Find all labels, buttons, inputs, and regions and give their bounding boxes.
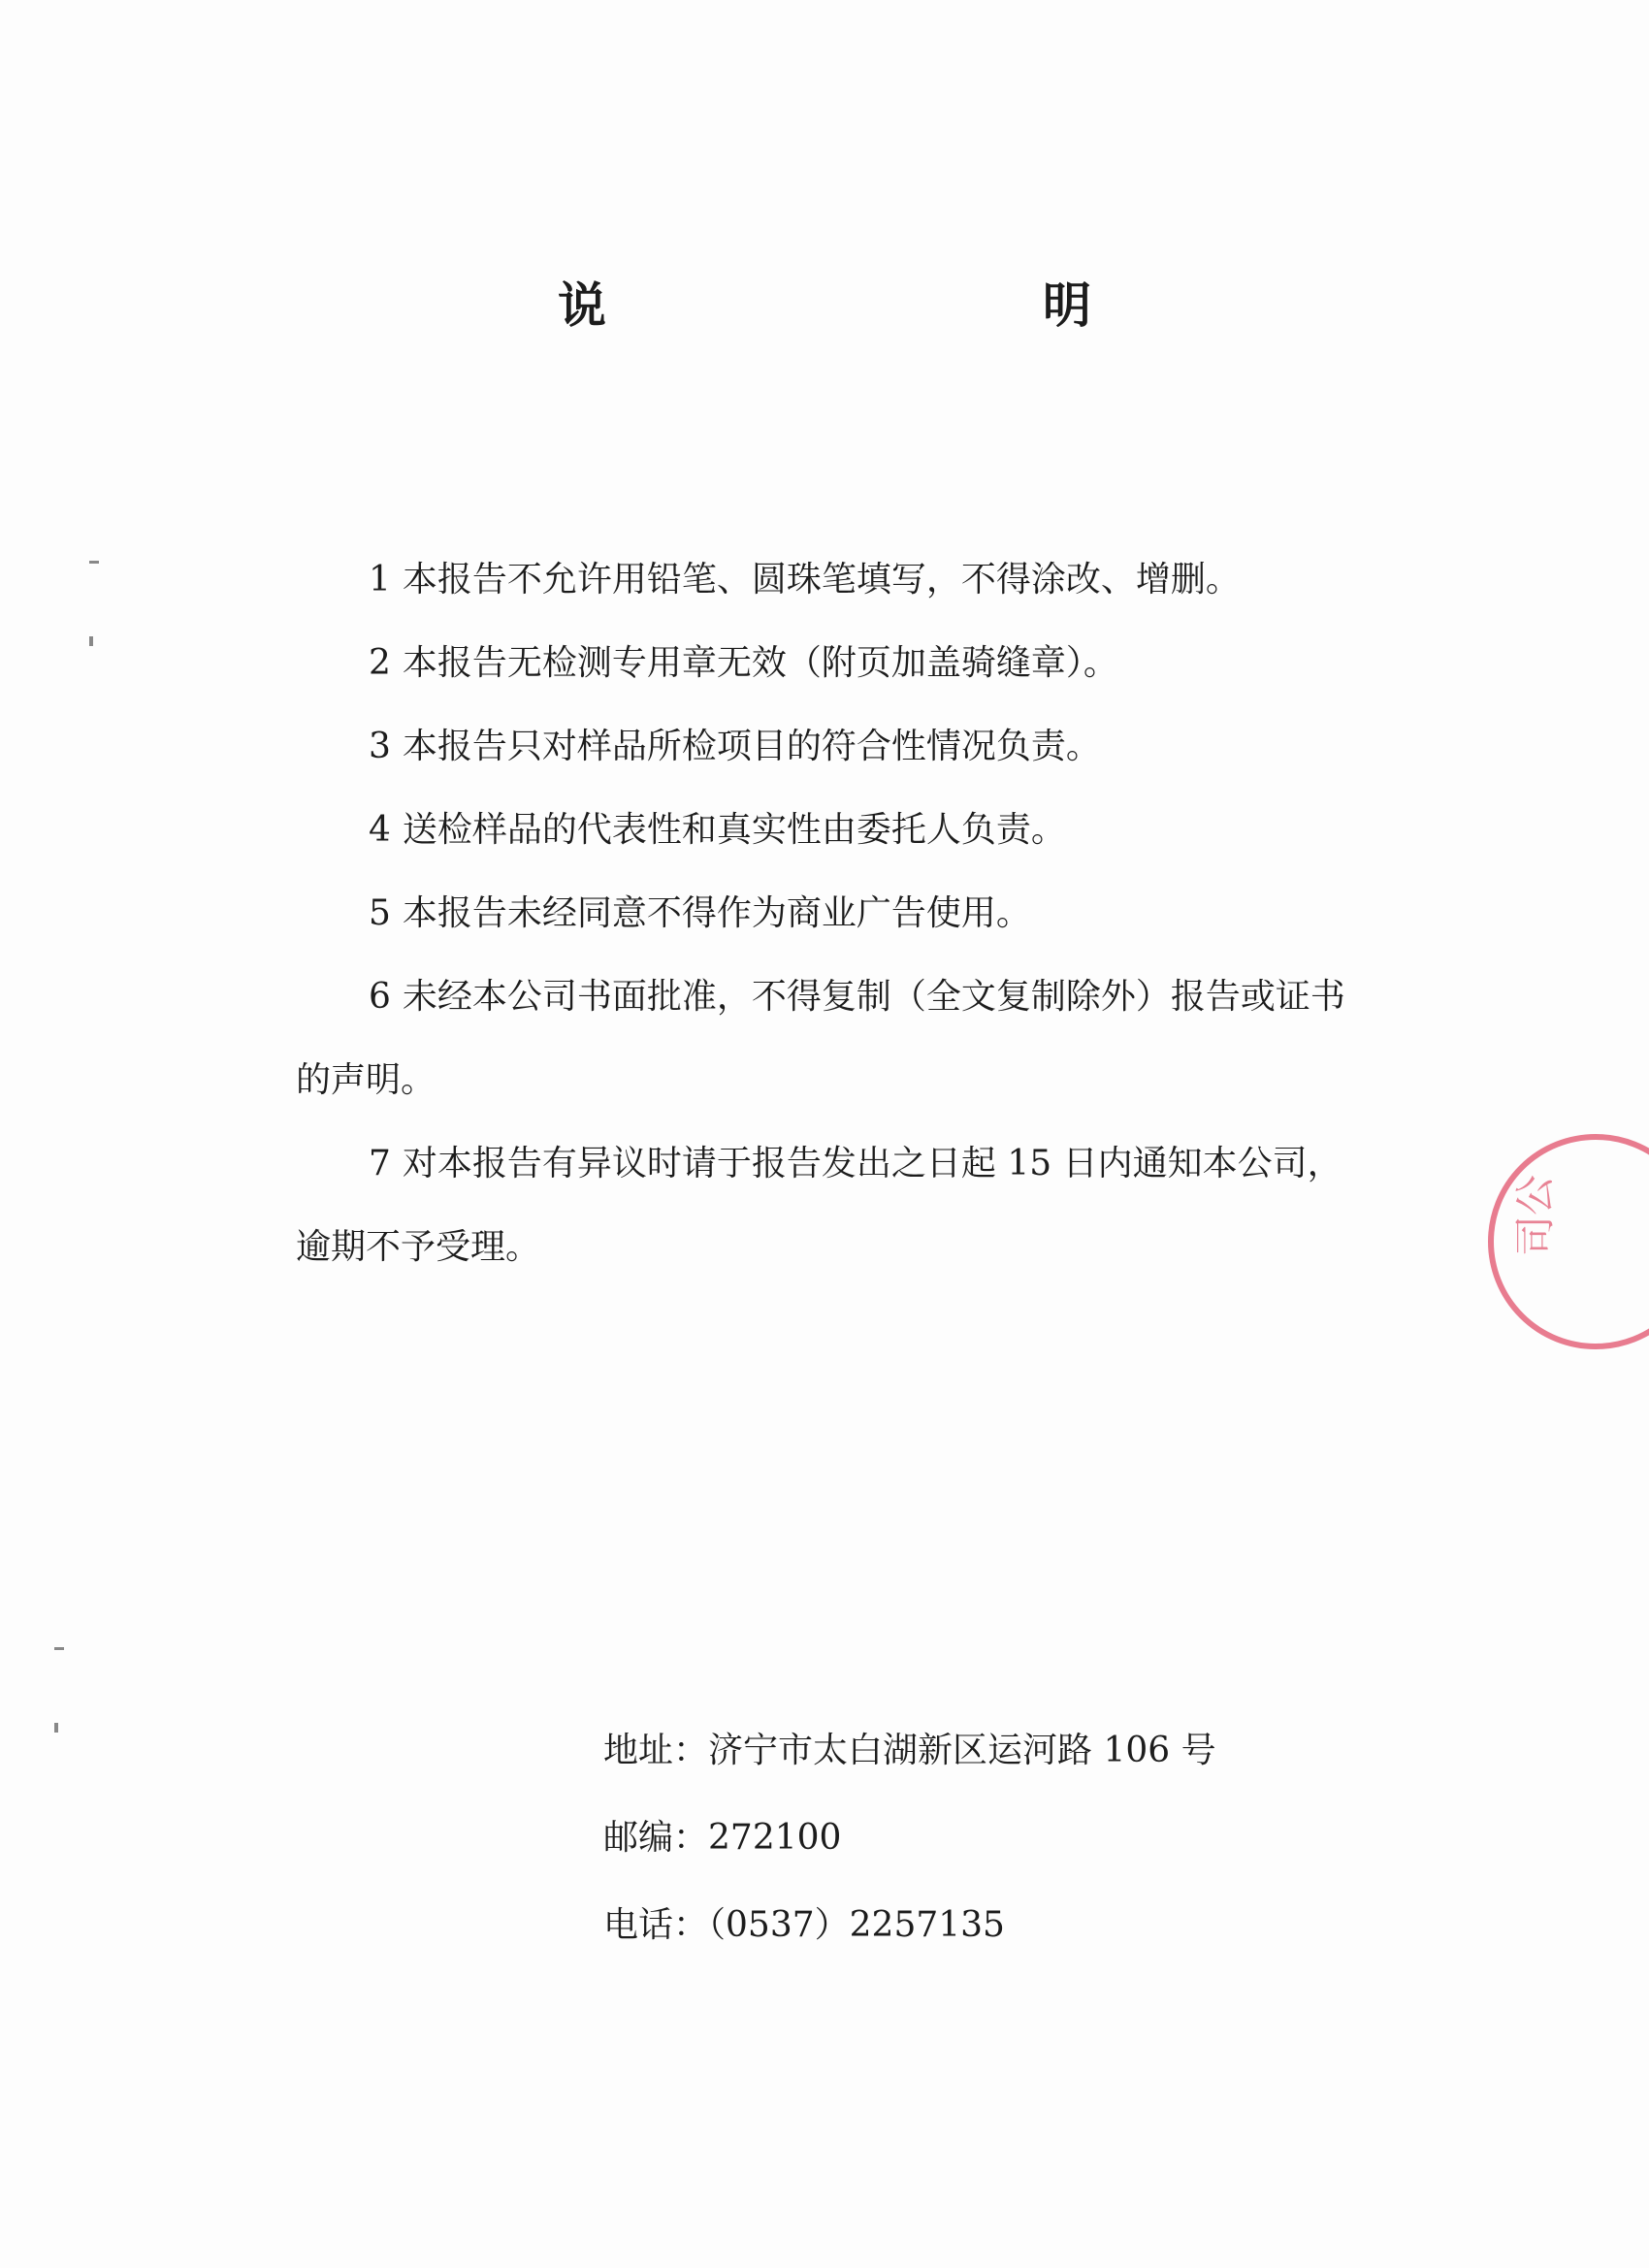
- note-number: 4: [369, 810, 391, 850]
- note-number: 3: [369, 727, 391, 766]
- note-text: 送检样品的代表性和真实性由委托人负责。: [402, 810, 1066, 850]
- address-line: [603, 1717, 1216, 1804]
- note-item-1: [296, 538, 1373, 622]
- scan-mark: [89, 636, 93, 646]
- note-number: 1: [369, 560, 391, 599]
- note-number: 5: [369, 893, 391, 933]
- address-value: 济宁市太白湖新区运河路 106 号: [708, 1731, 1216, 1770]
- note-item-6: [296, 956, 1373, 1122]
- scan-mark: [89, 561, 99, 564]
- note-text: 本报告不允许用铅笔、圆珠笔填写，不得涂改、增删。: [402, 560, 1241, 599]
- contact-block: [603, 1717, 1216, 1979]
- note-number: 6: [369, 977, 391, 1017]
- note-number: 7: [369, 1144, 391, 1183]
- note-item-3: [296, 705, 1373, 789]
- address-label: 地址：: [603, 1731, 709, 1770]
- seal-text: 司公: [1511, 1174, 1559, 1256]
- note-text: 本报告只对样品所检项目的符合性情况负责。: [402, 727, 1101, 766]
- phone-value: （0537）2257135: [708, 1905, 1005, 1945]
- page-title: 说 明: [558, 276, 1285, 334]
- note-text: 本报告未经同意不得作为商业广告使用。: [402, 893, 1031, 933]
- notes-list: [296, 538, 1373, 1289]
- note-number: 2: [369, 643, 391, 683]
- scan-mark: [54, 1723, 58, 1733]
- scan-mark: [54, 1647, 64, 1650]
- note-text: 本报告无检测专用章无效（附页加盖骑缝章）。: [402, 643, 1118, 683]
- phone-line: [603, 1892, 1216, 1979]
- note-text: 未经本公司书面批准，不得复制（全文复制除外）报告或证书的声明。: [296, 977, 1345, 1100]
- company-seal-stamp: [1479, 1120, 1649, 1363]
- note-item-7: [296, 1122, 1373, 1289]
- phone-label: 电话：: [603, 1905, 709, 1945]
- postcode-line: [603, 1804, 1216, 1892]
- note-text: 对本报告有异议时请于报告发出之日起 15 日内通知本公司，逾期不予受理。: [296, 1144, 1342, 1267]
- note-item-4: [296, 789, 1373, 872]
- postcode-value: 272100: [708, 1818, 842, 1858]
- note-item-2: [296, 622, 1373, 705]
- postcode-label: 邮编：: [603, 1818, 709, 1858]
- note-item-5: [296, 872, 1373, 956]
